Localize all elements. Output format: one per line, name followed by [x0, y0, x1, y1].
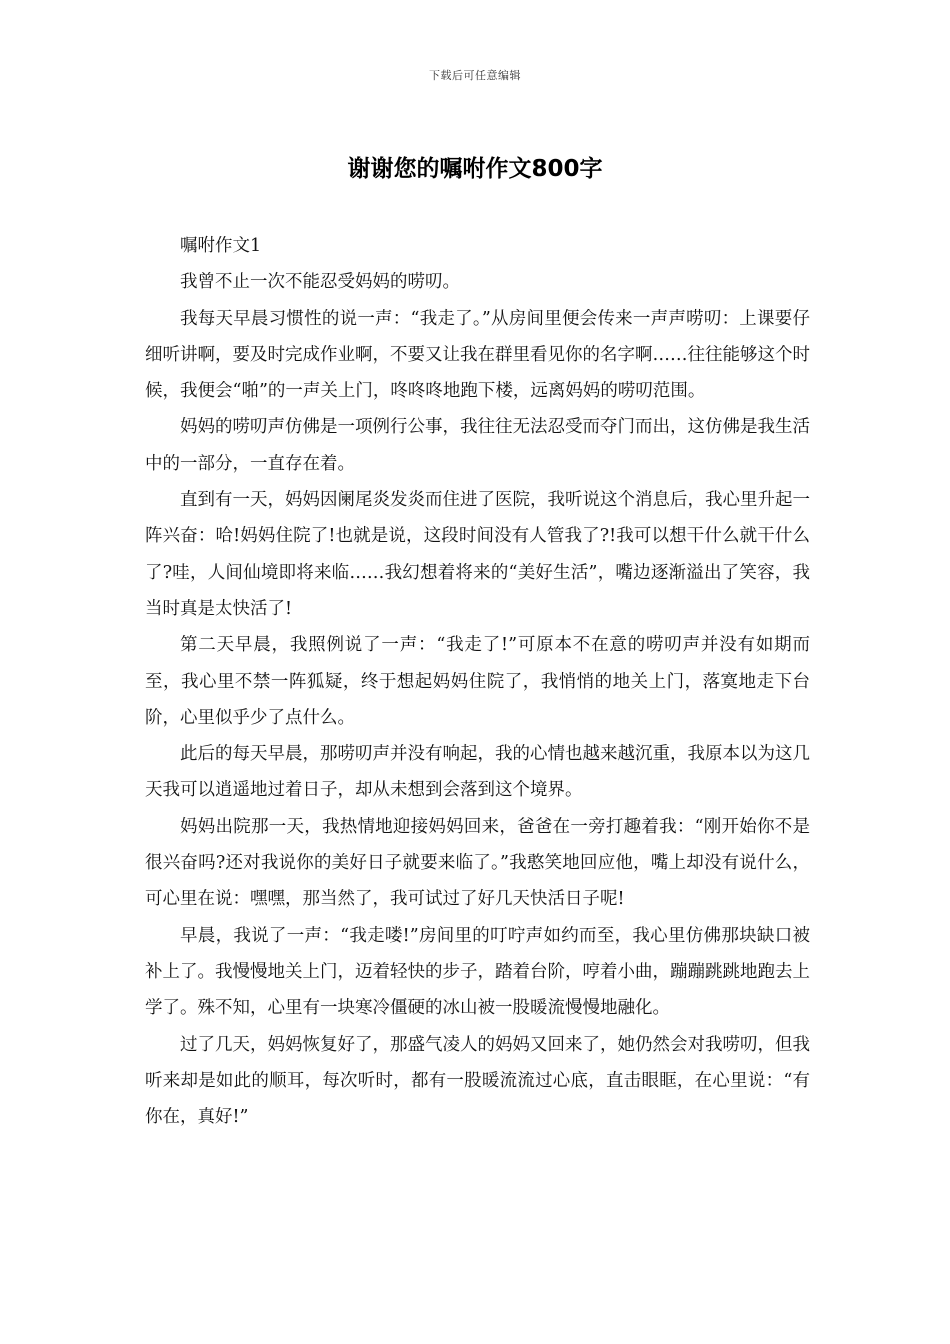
paragraph: 妈妈的唠叨声仿佛是一项例行公事，我往往无法忍受而夺门而出，这仿佛是我生活中的一部分，一直存在着。: [145, 417, 810, 474]
paragraph: 我曾不止一次不能忍受妈妈的唠叨。: [180, 272, 460, 293]
paragraph: 第二天早晨，我照例说了一声：“我走了!”可原本不在意的唠叨声并没有如期而至，我心里不禁一阵狐疑，终于想起妈妈住院了，我悄悄的地关上门，落寞地走下台阶，心里似乎少了点什么。: [145, 635, 810, 728]
paragraph: 我每天早晨习惯性的说一声：“我走了。”从房间里便会传来一声声唠叨：上课要仔细听讲啊，要及时完成作业啊，不要又让我在群里看见你的名字啊……往往能够这个时候，我便会“啪”的一声关上门，咚咚咚地跑下楼，远离妈妈的唠叨范围。: [145, 308, 810, 402]
paragraph-heading: 嘱咐作文1: [180, 236, 262, 256]
paragraph: 早晨，我说了一声：“我走喽!”房间里的叮咛声如约而至，我心里仿佛那块缺口被补上了。我慢慢地关上门，迈着轻快的步子，踏着台阶，哼着小曲，蹦蹦跳跳地跑去上学了。殊不知，心里有一块寒冷僵硬的冰山被一股暖流慢慢地融化。: [145, 925, 810, 1019]
header-note: 下载后可任意编辑: [429, 69, 521, 82]
paragraph: 此后的每天早晨，那唠叨声并没有响起，我的心情也越来越沉重，我原本以为这几天我可以逍遥地过着日子，却从未想到会落到这个境界。: [145, 744, 810, 801]
document-title: 谢谢您的嘱咐作文800字: [347, 156, 603, 182]
paragraph: 过了几天，妈妈恢复好了，那盛气凌人的妈妈又回来了，她仍然会对我唠叨，但我听来却是如此的顺耳，每次听时，都有一股暖流流过心底，直击眼眶，在心里说：“有你在，真好!”: [145, 1034, 810, 1128]
paragraph: 妈妈出院那一天，我热情地迎接妈妈回来，爸爸在一旁打趣着我：“刚开始你不是很兴奋吗?还对我说你的美好日子就要来临了。”我憨笑地回应他，嘴上却没有说什么，可心里在说：嘿嘿，那当然了，我可试过了好几天快活日子呢!: [145, 816, 810, 910]
paragraph: 直到有一天，妈妈因阑尾炎发炎而住进了医院，我听说这个消息后，我心里升起一阵兴奋：哈!妈妈住院了!也就是说，这段时间没有人管我了?!我可以想干什么就干什么了?哇，人间仙境即将来临……我幻想着将来的“美好生活”，嘴边逐渐溢出了笑容，我当时真是太快活了!: [145, 490, 810, 619]
document-body: [145, 228, 810, 1135]
